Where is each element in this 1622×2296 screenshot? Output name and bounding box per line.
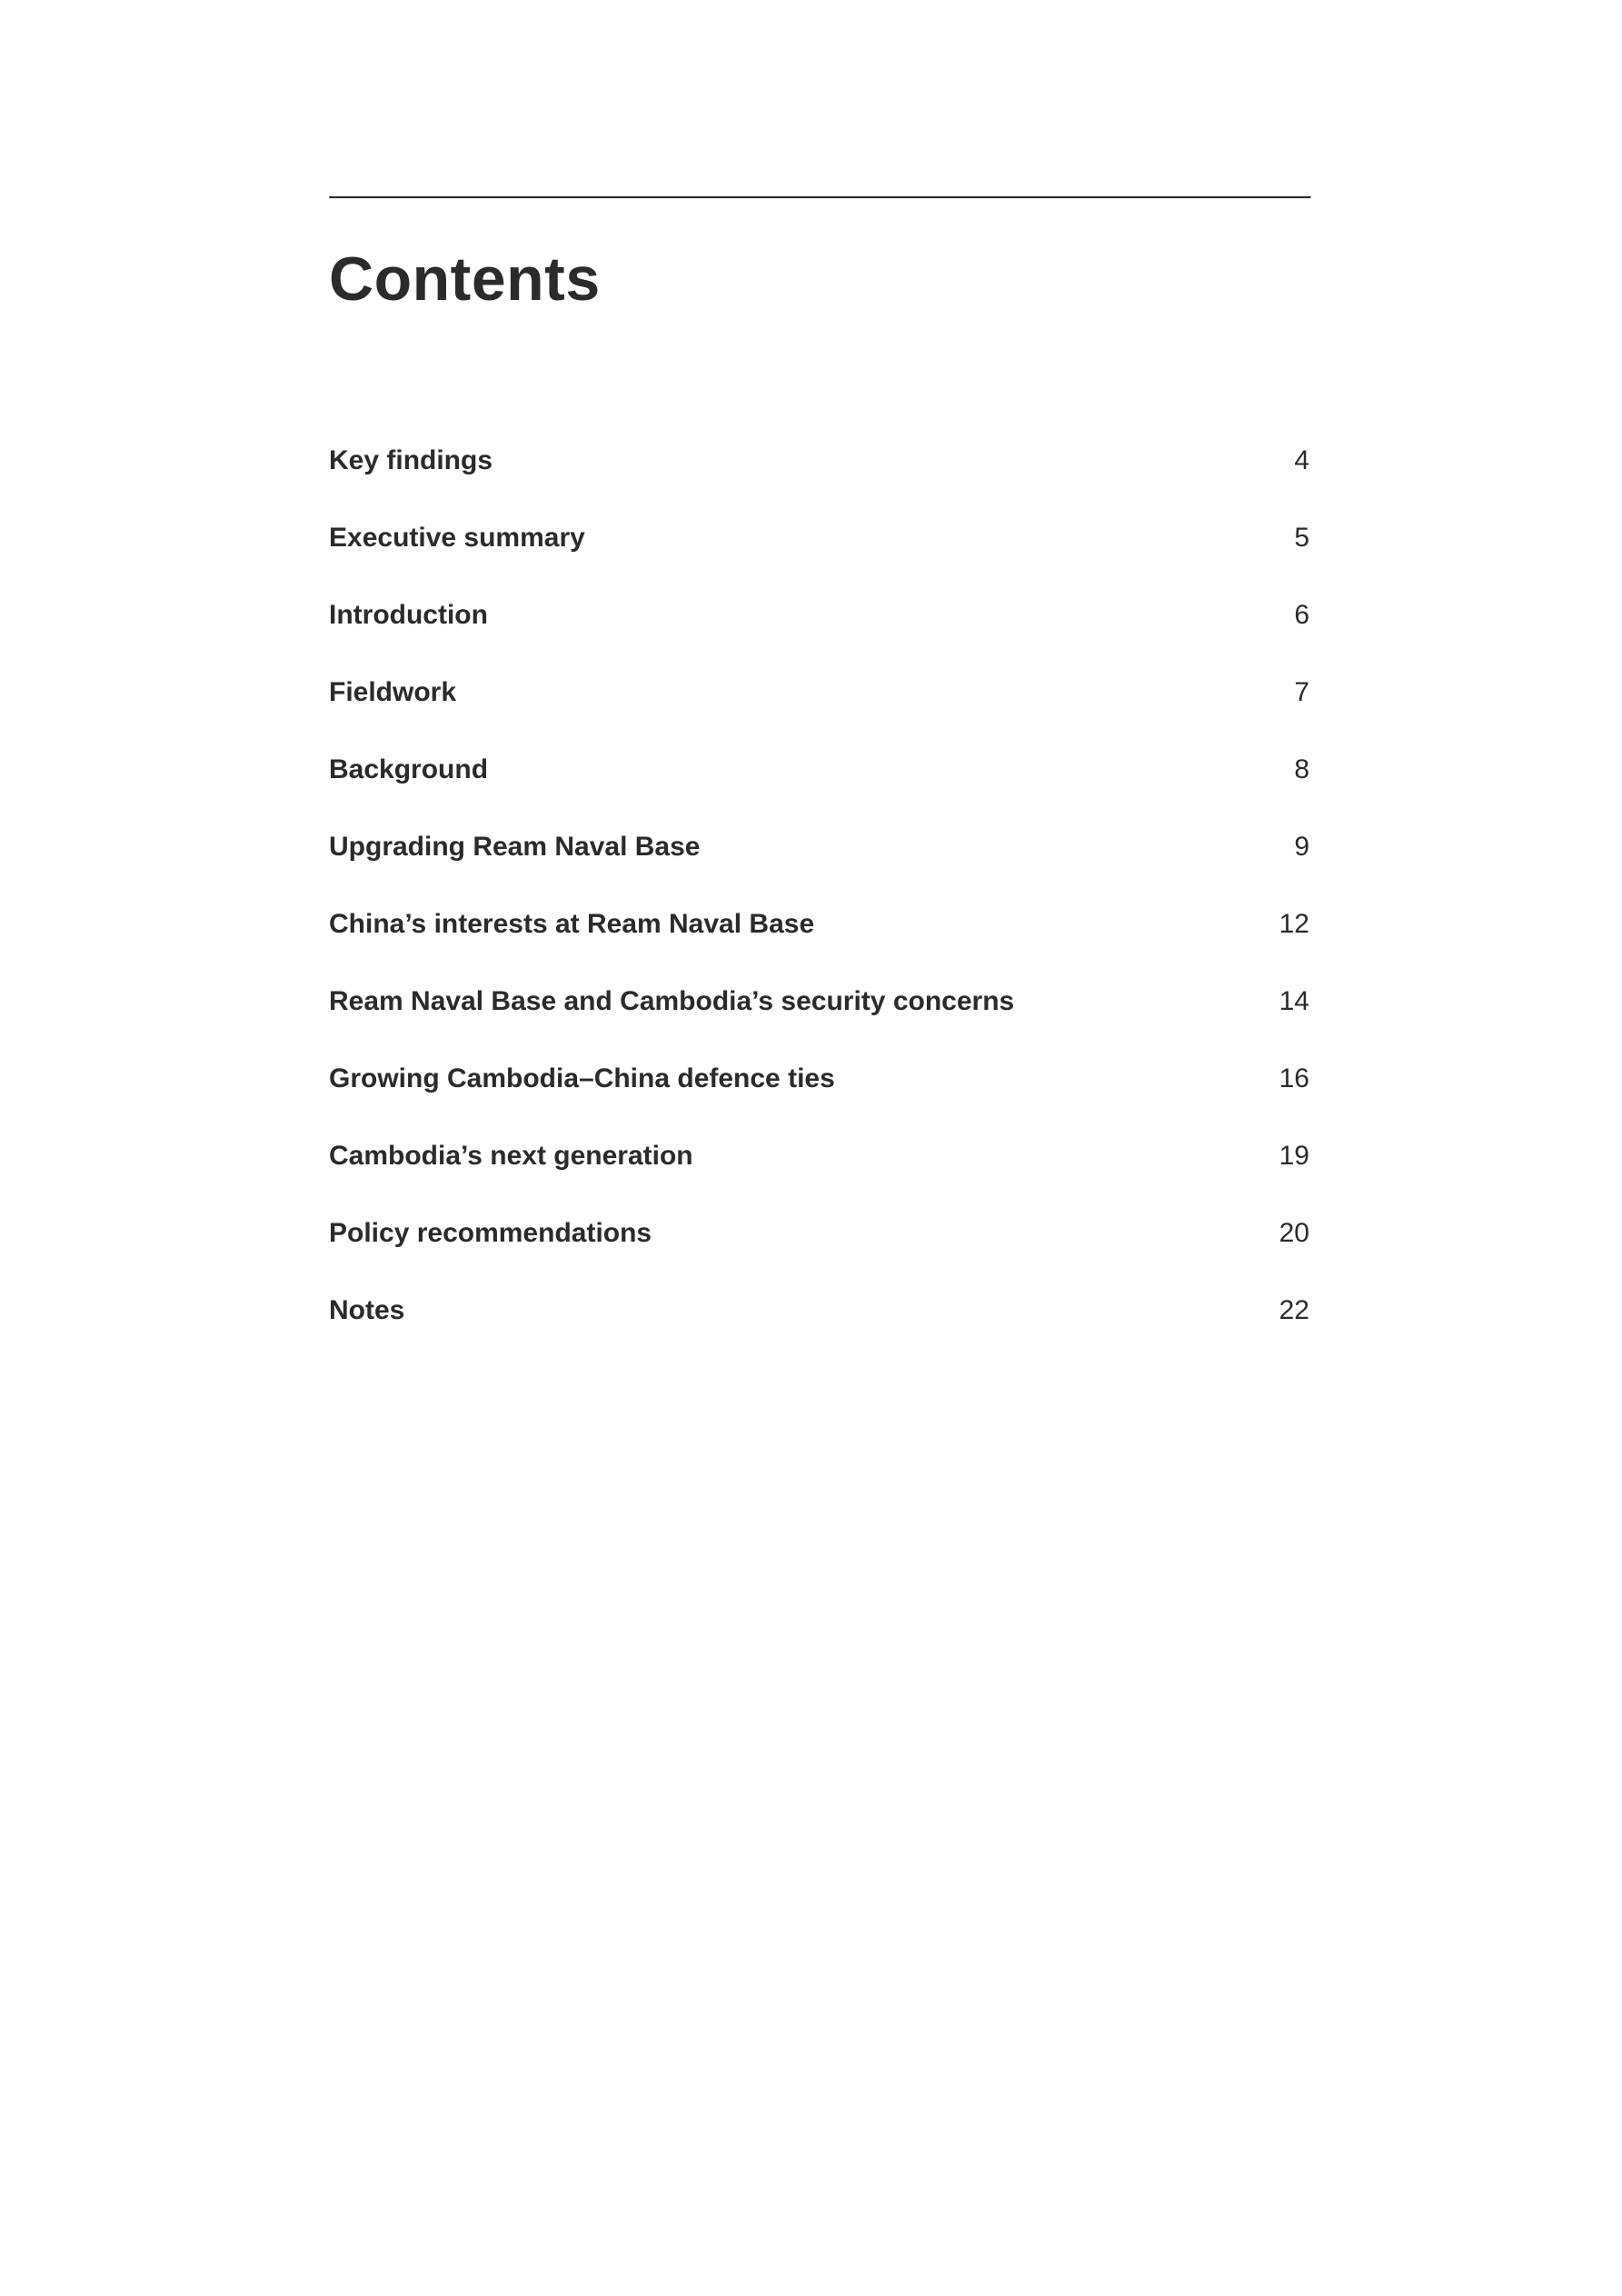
- toc-entry-page-number: 22: [1279, 1294, 1309, 1325]
- toc-entry-label: Fieldwork: [329, 676, 457, 707]
- toc-entry-label: Executive summary: [329, 522, 585, 553]
- toc-entry-key-findings[interactable]: [329, 422, 1309, 499]
- table-of-contents: [329, 422, 1309, 1349]
- toc-entry-label: Policy recommendations: [329, 1217, 652, 1248]
- toc-entry-label: Growing Cambodia–China defence ties: [329, 1063, 835, 1093]
- toc-entry-chinas-interests[interactable]: [329, 885, 1309, 963]
- toc-entry-label: Upgrading Ream Naval Base: [329, 831, 701, 862]
- toc-entry-label: Ream Naval Base and Cambodia’s security concerns: [329, 985, 1015, 1016]
- toc-entry-upgrading-ream-naval-base[interactable]: [329, 808, 1309, 885]
- toc-entry-page-number: 16: [1279, 1063, 1309, 1093]
- toc-entry-page-number: 12: [1279, 908, 1309, 939]
- page-title: Contents: [329, 245, 601, 314]
- toc-entry-page-number: 9: [1294, 831, 1309, 862]
- toc-entry-fieldwork[interactable]: [329, 654, 1309, 731]
- toc-entry-label: Key findings: [329, 444, 493, 475]
- top-divider: [329, 196, 1311, 199]
- toc-entry-label: China’s interests at Ream Naval Base: [329, 908, 815, 939]
- toc-entry-background[interactable]: [329, 731, 1309, 808]
- toc-entry-executive-summary[interactable]: [329, 499, 1309, 576]
- toc-entry-page-number: 6: [1294, 599, 1309, 630]
- toc-entry-defence-ties[interactable]: [329, 1040, 1309, 1117]
- toc-entry-page-number: 14: [1279, 985, 1309, 1016]
- toc-entry-page-number: 20: [1279, 1217, 1309, 1248]
- toc-entry-label: Cambodia’s next generation: [329, 1140, 693, 1171]
- toc-entry-notes[interactable]: [329, 1272, 1309, 1349]
- toc-entry-label: Introduction: [329, 599, 488, 630]
- toc-entry-page-number: 7: [1294, 676, 1309, 707]
- toc-entry-label: Background: [329, 754, 489, 784]
- toc-entry-security-concerns[interactable]: [329, 963, 1309, 1040]
- toc-entry-page-number: 19: [1279, 1140, 1309, 1171]
- toc-entry-next-generation[interactable]: [329, 1117, 1309, 1194]
- toc-entry-page-number: 5: [1294, 522, 1309, 553]
- toc-entry-policy-recommendations[interactable]: [329, 1194, 1309, 1272]
- toc-entry-label: Notes: [329, 1294, 405, 1325]
- toc-entry-page-number: 4: [1294, 444, 1309, 475]
- contents-page: [329, 196, 1309, 1325]
- toc-entry-introduction[interactable]: [329, 576, 1309, 654]
- toc-entry-page-number: 8: [1294, 754, 1309, 784]
